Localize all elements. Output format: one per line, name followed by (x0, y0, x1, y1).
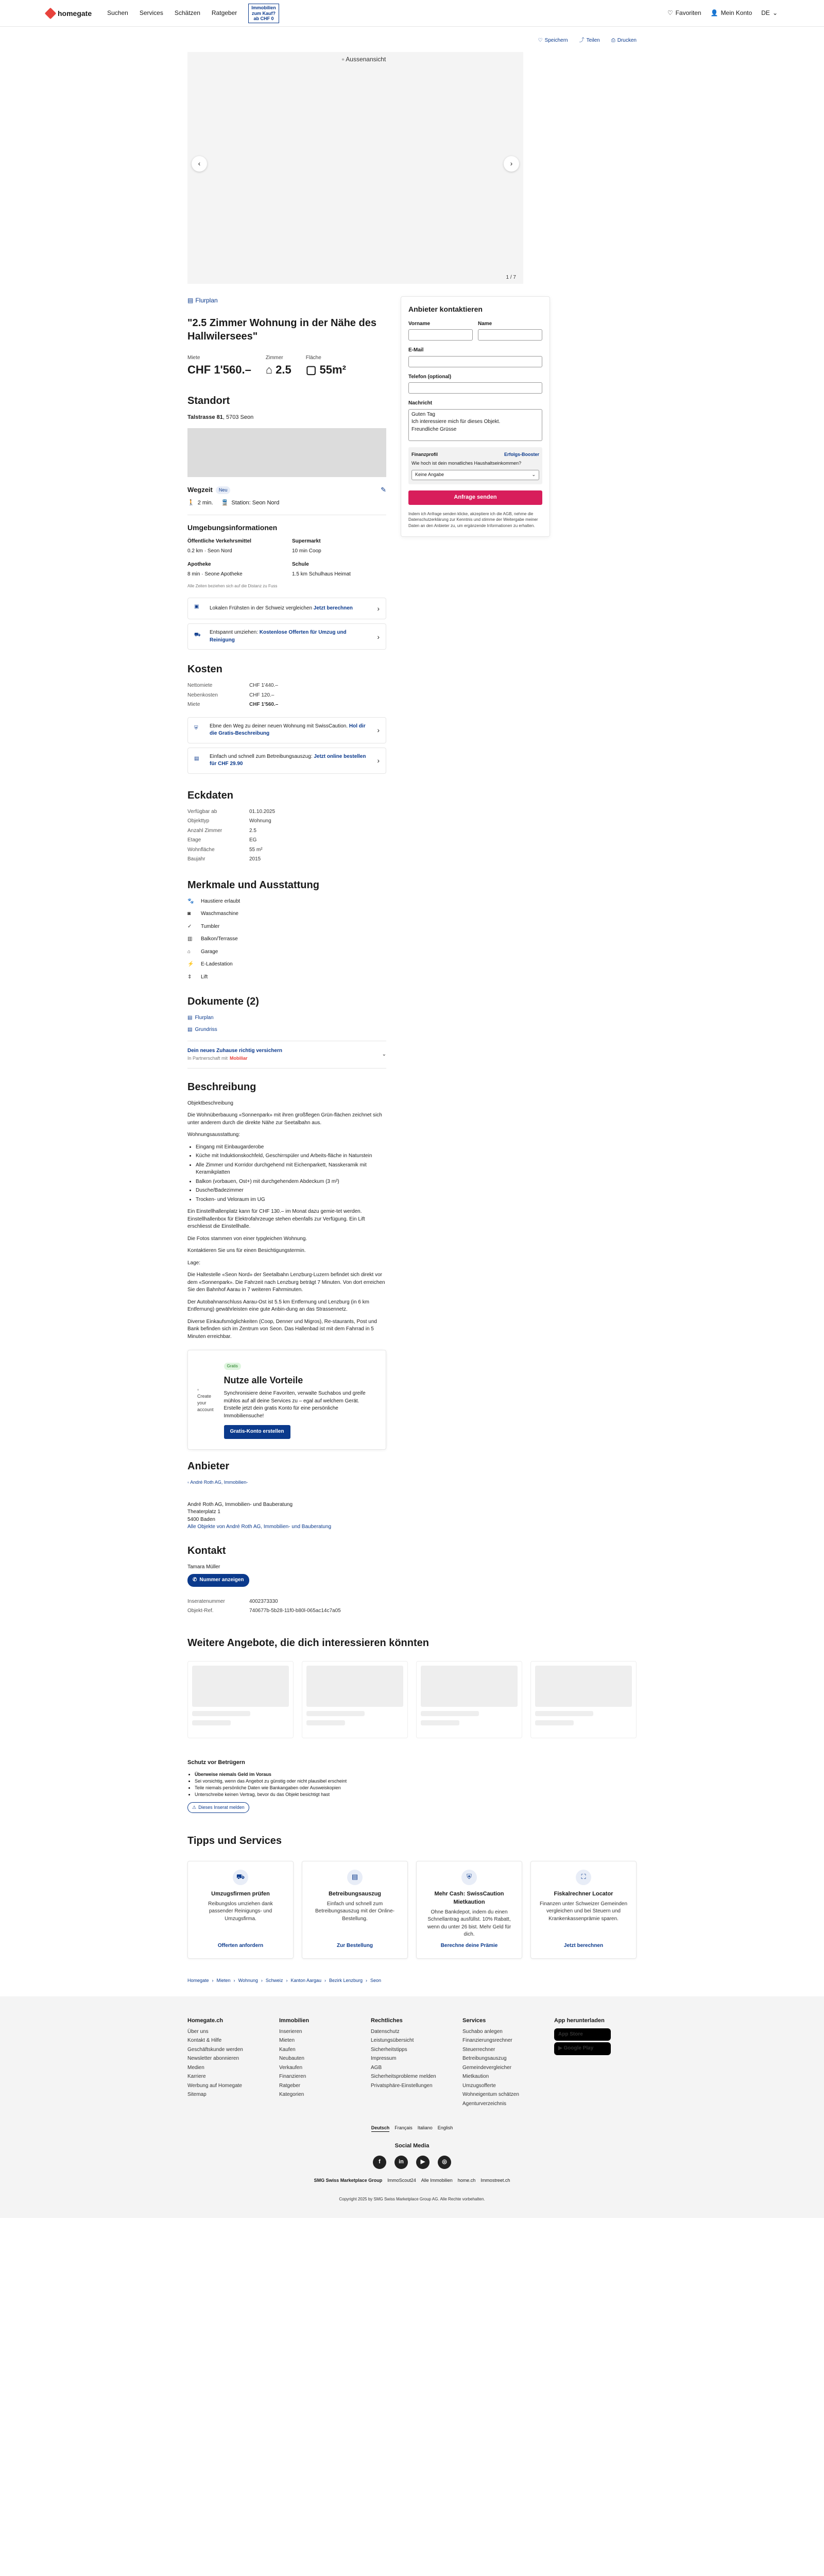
document-link[interactable]: ▤ Flurplan (187, 1014, 386, 1022)
youtube-icon[interactable]: ▶ (416, 2156, 430, 2169)
surrounding-item: Schule 1.5 km Schulhaus Heimat (292, 562, 351, 577)
play-icon: ▶ (558, 2045, 564, 2052)
facebook-icon[interactable]: f (373, 2156, 386, 2169)
logo-icon (45, 8, 57, 20)
provider-info: ▫ André Roth AG, Immobilien- André Roth AG, Immobilien- und Bauberatung Theaterplatz 1 5400 Baden Alle Objekte von André Roth AG, Immobilien- und Bauberatung (187, 1479, 386, 1531)
send-request-button[interactable]: Anfrage senden (408, 490, 542, 505)
language-switcher (0, 2125, 824, 2132)
heart-icon: ♡ (538, 38, 543, 43)
card-swisscaution[interactable]: ⛨ Ebne den Weg zu deiner neuen Wohnung mit SwissCaution. Hol dir die Gratis-Beschreibung › (187, 717, 386, 743)
contact-heading: Kontakt (187, 1545, 226, 1556)
location-map[interactable] (187, 428, 386, 477)
washing-machine-icon: ◙ (187, 911, 191, 917)
charging-icon: ⚡ (187, 961, 194, 968)
elevator-icon: ⇕ (187, 974, 192, 980)
keydata-heading: Eckdaten (187, 789, 233, 801)
calculator-icon: ▣ (194, 604, 199, 610)
rooms-icon: ⌂ (265, 363, 273, 377)
broken-image-icon: ▫ (342, 55, 345, 63)
contact-info: Tamara Müller ✆ Nummer anzeigen Inseratenummer 4002373330 Objekt-Ref. 740677b-5b28-11f0-b80l-065ac14c7a05 (187, 1564, 341, 1614)
features-list (187, 898, 386, 981)
favorites-link[interactable]: ♡ Favoriten (667, 9, 701, 18)
chevron-down-icon: ⌄ (531, 472, 536, 478)
broken-image-icon: ▫ (197, 1386, 199, 1392)
walk-icon: 🚶 (187, 500, 195, 506)
nav-item-suchen[interactable]: Suchen (107, 9, 128, 17)
new-badge: Neu (216, 486, 231, 494)
site-header (0, 0, 824, 27)
user-icon: 👤 (710, 9, 718, 17)
floorplan-link[interactable]: ▤ Flurplan (187, 296, 386, 305)
fact-rent: Miete CHF 1'560.– (187, 354, 251, 377)
email-input[interactable] (408, 356, 542, 367)
fraud-protection: Schutz vor Betrügern • Überweise niemals Geld im Voraus • Sei vorsichtig, wenn das Angebot zu günstig oder nicht plausibel erscheint • Teile niemals persönliche Daten wie Bankangaben oder Ausweiskopien • Unterschreibe keinen Vertrag, bevor du das Objekt besichtigt hast ⚠ Dieses Inserat melden (187, 1759, 637, 1813)
feature-item: ⇕ Lift (187, 974, 208, 980)
income-select[interactable]: Keine Angabe ⌄ (411, 470, 539, 480)
chevron-left-icon: ‹ (198, 159, 201, 168)
card-locator[interactable]: ▣ Lokalen Frühsten in der Schweiz vergleichen Jetzt berechnen › (187, 598, 386, 619)
pet-icon: 🐾 (187, 898, 194, 904)
phone-input[interactable] (408, 382, 542, 394)
chevron-down-icon: ⌄ (382, 1051, 386, 1057)
phone-icon: ✆ (193, 1577, 197, 1583)
contact-form: Anbieter kontaktieren Vorname Name E-Mail Telefon (optional) Nachricht Guten Tag Ich interessiere mich für dieses Objekt. Freundliche Grüsse Finanzprofil Erfolgs-Booster Wie hoch ist dein monatliches Haushaltseinkommen? Keine Angabe ⌄ Anfrage senden Indem ich Anfrage senden klicke, akzeptiere ich die AGB, nehme die Datenschutzerklärung zur Kenntnis und stimme der Weitergabe meiner Daten an den Anbieter zu, um ergänzende Informationen zu erhalten. (401, 296, 550, 537)
keydata-table: Verfügbar ab 01.10.2025 Objekttyp Wohnung Anzahl Zimmer 2.5 Etage EG Wohnfläche 55 m² Baujahr 2015 (187, 808, 276, 862)
nav-item-services[interactable]: Services (139, 9, 163, 17)
tip-link[interactable]: Jetzt berechnen (563, 1943, 604, 1949)
account-illustration: ▫ Create your account (197, 1386, 214, 1412)
feature-item: ⌂ Garage (187, 948, 218, 955)
feature-item: ⚡ E-Ladestation (187, 961, 233, 968)
benefits-promo: ▫ Create your account Gratis Nutze alle Vorteile Synchronisiere deine Favoriten, verwalte Suchabos und greife mühlos auf all deine Services zu – egal auf welchem Gerät. Erstelle jetzt dein gratis Konto für eine persönliche Immobiliensuche! Gratis-Konto erstellen (187, 1350, 386, 1449)
costs-heading: Kosten (187, 664, 222, 675)
fact-rooms: Zimmer ⌂ 2.5 (266, 354, 291, 378)
document-icon: ▤ (194, 756, 199, 762)
listing-actions (343, 27, 637, 52)
address: Talstrasse 81, 5703 Seon (187, 414, 254, 421)
heart-icon: ♡ (667, 9, 673, 17)
share-icon: ⤴ (579, 38, 585, 43)
provider-logo[interactable]: ▫ André Roth AG, Immobilien- (187, 1479, 248, 1485)
warning-icon: ⚠ (192, 1804, 197, 1810)
tips-services: Tipps und Services ⛟ Umzugsfirmen prüfen Reibungslos umziehen dank passender Reinigungs- und Umzugsfirma. Offerten anfordern ▤ Betreibungsauszug Einfach und schnell zum Betreibungsauszug mit der Online-Bestellung. Zur Bestellung ⛨ Mehr Cash: SwissCaution Mietkaution Ohne Bankdepot, indem du einen Schnellantrag ausfüllst. 10% Rabatt, wenn du unter 26 bist. Mehr Geld für dich. Berechne deine Prämie ⛶ Fiskalrechner Locator Finanzen unter Schweizer Gemeinden vergleichen und bei Steuern und Krankenkassenprämie sparen. Jetzt berechnen Homegate › Mieten › Wohnung › Schweiz › Kanton Aargau › Bezirk Lenzburg › Seon (187, 1834, 637, 1984)
linkedin-icon[interactable]: in (394, 2156, 408, 2169)
breadcrumb-item[interactable]: Seon (370, 1977, 382, 1983)
mobiliar-logo: Mobiliar (230, 1055, 248, 1061)
promo-badge[interactable]: Immobilien zum Kauf? ab CHF 0 (248, 4, 279, 23)
lang-fr[interactable]: Français (394, 2125, 413, 2131)
chevron-right-icon: › (377, 632, 380, 641)
main-nav (107, 4, 279, 23)
social-heading: Social Media (394, 2143, 430, 2149)
commute-info: 🚶 2 min. 🚆 Station: Seon Nord (187, 499, 386, 507)
chevron-down-icon: ⌄ (772, 9, 778, 17)
tip-link[interactable]: Berechne deine Prämie (440, 1943, 498, 1949)
offer-skeleton (302, 1661, 408, 1738)
documents-heading: Dokumente (2) (187, 996, 259, 1008)
offer-skeleton (416, 1661, 522, 1738)
gallery-prev-button[interactable] (192, 156, 207, 172)
map-icon: ⛶ (576, 1870, 591, 1885)
tip-card: ⛶ Fiskalrechner Locator Finanzen unter Schweizer Gemeinden vergleichen und bei Steuern und Krankenkassenprämie sparen. Jetzt berechnen (530, 1861, 637, 1959)
document-icon: ▤ (187, 1015, 193, 1021)
surrounding-item: Apotheke 8 min · Seone Apotheke (187, 562, 243, 577)
chevron-right-icon: › (377, 604, 380, 613)
surrounding-item: Öffentliche Verkehrsmittel 0.2 km · Seon Nord (187, 538, 251, 554)
finance-profile: Finanzprofil Erfolgs-Booster Wie hoch ist dein monatliches Haushaltseinkommen? Keine Angabe ⌄ (408, 447, 542, 484)
description-heading: Beschreibung (187, 1081, 256, 1093)
breadcrumb-item[interactable]: Schweiz (265, 1977, 283, 1983)
copyright: Copyright 2025 by SMG Swiss Marketplace Group AG. Alle Rechte vorbehalten. (339, 2197, 485, 2202)
breadcrumb-item[interactable]: Mieten (216, 1977, 231, 1983)
first-name-input[interactable] (408, 329, 473, 341)
breadcrumb-item[interactable]: Homegate (187, 1977, 209, 1983)
area-icon: ▢ (305, 363, 317, 377)
offer-skeleton (187, 1661, 294, 1738)
gallery-image: ▫ Aussenansicht (342, 55, 386, 64)
feature-item: 🐾 Haustiere erlaubt (187, 898, 241, 904)
edit-icon[interactable]: ✎ (381, 486, 386, 494)
garage-icon: ⌂ (187, 948, 191, 955)
image-gallery[interactable] (187, 52, 523, 284)
key-facts (187, 354, 386, 378)
truck-icon: ⛟ (233, 1870, 248, 1885)
costs-table: Nettomiete CHF 1'440.– Nebenkosten CHF 120.– Miete CHF 1'560.– (187, 683, 279, 708)
commute-row (187, 485, 386, 495)
booster-link[interactable]: Erfolgs-Booster (504, 451, 539, 457)
balcony-icon: ▥ (187, 936, 193, 942)
footer-col: Immobilien Inserieren Mieten Kaufen Neubauten Verkaufen Finanzieren Ratgeber Kategorien (279, 2017, 310, 2098)
brand-logo[interactable]: homegate (46, 8, 92, 19)
gallery-next-button[interactable] (504, 156, 519, 172)
footer-col: Homegate.ch Über uns Kontakt & Hilfe Geschäftskunde werden Newsletter abonnieren Medien Karriere Werbung auf Homegate Sitemap (187, 2017, 243, 2098)
feature-item: ✓ Tumbler (187, 923, 220, 929)
tip-card: ▤ Betreibungsauszug Einfach und schnell zum Betreibungsauszug mit der Online-Bestellung. Zur Bestellung (302, 1861, 408, 1959)
tip-link[interactable]: Zur Bestellung (336, 1943, 373, 1949)
feature-item: ◙ Waschmaschine (187, 911, 238, 917)
listing-title: "2.5 Zimmer Wohnung in der Nähe des Hallwilersees" (187, 317, 376, 342)
document-icon: ▤ (187, 296, 194, 304)
tip-card: ⛨ Mehr Cash: SwissCaution Mietkaution Ohne Bankdepot, indem du einen Schnellantrag ausfüllst. 10% Rabatt, wenn du unter 26 bist. Mehr Geld für dich. Berechne deine Prämie (416, 1861, 522, 1959)
lang-it[interactable]: Italiano (417, 2125, 433, 2131)
breadcrumb-item[interactable]: Wohnung (238, 1977, 258, 1983)
train-icon: 🚆 (221, 500, 229, 506)
dryer-icon: ✓ (187, 923, 192, 929)
chevron-right-icon: › (510, 159, 513, 168)
breadcrumb-item[interactable]: Bezirk Lenzburg (329, 1977, 363, 1983)
provider-listings-link[interactable]: Alle Objekte von André Roth AG, Immobilien- und Bauberatung (187, 1524, 332, 1530)
print-icon: ⎙ (611, 38, 615, 43)
surroundings-note: Alle Zeiten beziehen sich auf die Distanz zu Fuss (187, 584, 278, 589)
share-button[interactable]: ⤴ Teilen (579, 37, 600, 45)
shield-icon: ⛨ (461, 1870, 477, 1885)
app-store-badge[interactable]: App Store (554, 2028, 611, 2041)
social-links (0, 2156, 824, 2169)
surroundings-grid (187, 538, 386, 578)
surroundings-heading: Umgebungsinformationen (187, 523, 278, 532)
provider-heading: Anbieter (187, 1460, 230, 1472)
document-link[interactable]: ▤ Grundriss (187, 1026, 386, 1034)
surrounding-item: Supermarkt 10 min Coop (292, 538, 321, 554)
language-select[interactable]: DE ⌄ (761, 9, 778, 18)
site-footer (0, 1996, 824, 2218)
description-body: Objektbeschreibung Die Wohnüberbauung «Sonnenpark» mit ihren großflegen Grün-flächen zeichnet sich unter anderem durch die direkte Nähe zur Seetalbahn aus. Wohnungsausstattung: • Eingang mit Einbaugarderobe • Küche mit Induktionskochfeld, Geschirrspüler und Arbeits-fläche in Naturstein • Alle Zimmer und Korridor durchgehend mit Eichenparkett, Nasskeramik mit Keramikplatten • Balkon (vorbauen, Ost+) mit durchgehendem Abdeckum (3 m²) • Dusche/Badezimmer • Trocken- und Veloraum im UG Ein Einstellhallenplatz kann für CHF 130.– im Monat dazu gemie-tet werden. Einstellhallenbox für Elektrofahrzeuge stehen ebenfalls zur Verfügung. Ein Lift erschliesst die Einstellhalle. Die Fotos stammen von einer typgleichen Wohnung. Kontaktieren Sie uns für einen Besichtigungstermin. Lage: Die Haltestelle «Seon Nord» der Seetalbahn Lenzburg-Luzern befindet sich direkt vor dem «Sonnenpark». Die Fahrzeit nach Lenzburg beträgt 7 Minuten. Von dort erreichen Sie den Bahnhof Aarau in 7 weiteren Fahrminuten. Der Autobahnanschluss Aarau-Ost ist 5.5 km Entfernung und Lenzburg (in 6 km Entfernung) gewährleisten eine gute Anbin-dung an das Strassennetz. Diverse Einkaufsmöglichkeiten (Coop, Denner und Migros), Re-staurants, Post und Bank befinden sich im Zentrum von Seon. Das Hallenbad ist mit dem Fahrrad in 5 Minuten erreichbar. (187, 1100, 386, 1341)
lang-de[interactable]: Deutsch (371, 2125, 390, 2132)
features-heading: Merkmale und Ausstattung (187, 879, 319, 891)
shield-icon: ⛨ (194, 725, 198, 732)
offer-skeleton (530, 1661, 637, 1738)
show-number-button[interactable]: ✆ Nummer anzeigen (187, 1574, 249, 1587)
report-listing-button[interactable]: ⚠ Dieses Inserat melden (187, 1802, 249, 1813)
tip-card: ⛟ Umzugsfirmen prüfen Reibungslos umziehen dank passender Reinigungs- und Umzugsfirma. Offerten anfordern (187, 1861, 294, 1959)
chevron-right-icon: › (377, 726, 380, 735)
lang-en[interactable]: English (437, 2125, 453, 2131)
commute-heading: Wegzeit (187, 486, 213, 494)
instagram-icon[interactable]: ◎ (438, 2156, 451, 2169)
legal-notice: Indem ich Anfrage senden klicke, akzeptiere ich die AGB, nehme die Datenschutzerklärung zur Kenntnis und stimme der Weitergabe meiner Daten an den Anbieter zu, um ergänzende Informationen zu erhalten. (408, 511, 538, 529)
nav-item-schaetzen[interactable]: Schätzen (174, 9, 200, 17)
footer-col: Rechtliches Datenschutz Leistungsübersicht Sicherheitstipps Impressum AGB Sicherheitsprobleme melden Privatsphäre-Einstellungen (371, 2017, 436, 2089)
footer-col: Services Suchabo anlegen Finanzierungsrechner Steuerrechner Betreibungsauszug Gemeindevergleicher Mietkaution Umzugsofferte Wohneigentum schätzen Agenturverzeichnis (462, 2017, 519, 2107)
listing-main (187, 296, 386, 1615)
document-icon: ▤ (347, 1870, 363, 1885)
chevron-right-icon: › (377, 756, 380, 765)
broken-image-icon: ▫ (187, 1479, 190, 1485)
feature-item: ▥ Balkon/Terrasse (187, 936, 238, 942)
card-moving[interactable]: ⛟ Entspannt umziehen: Kostenlose Offerten für Umzug und Reinigung › (187, 623, 386, 650)
free-badge: Gratis (224, 1363, 241, 1370)
print-button[interactable]: ⎙ Drucken (611, 37, 637, 45)
fact-area: Fläche ▢ 55m² (306, 354, 346, 378)
more-offers: Weitere Angebote, die dich interessieren könnten (187, 1636, 637, 1738)
truck-icon: ⛟ (194, 632, 201, 638)
gallery-counter: 1 / 7 (506, 275, 516, 280)
footer-col: App herunterladen App Store ▶ Google Play (554, 2017, 637, 2109)
save-button[interactable]: ♡ Speichern (538, 37, 568, 45)
group-links: SMG Swiss Marketplace Group ImmoScout24 Alle Immobilien home.ch Immostreet.ch (314, 2178, 510, 2183)
last-name-input[interactable] (478, 329, 542, 341)
document-icon: ▤ (187, 1026, 193, 1032)
contact-sidebar (401, 296, 550, 1615)
card-debt-extract[interactable]: ▤ Einfach und schnell zum Betreibungsauszug: Jetzt online bestellen für CHF 29.90 › (187, 748, 386, 774)
tip-link[interactable]: Offerten anfordern (217, 1943, 264, 1949)
google-play-badge[interactable]: ▶ Google Play (554, 2042, 611, 2055)
breadcrumb-item[interactable]: Kanton Aargau (290, 1977, 321, 1983)
message-textarea[interactable]: Guten Tag Ich interessiere mich für dieses Objekt. Freundliche Grüsse (408, 409, 542, 441)
create-account-button[interactable]: Gratis-Konto erstellen (224, 1425, 290, 1439)
account-link[interactable]: 👤 Mein Konto (711, 9, 752, 18)
nav-item-ratgeber[interactable]: Ratgeber (211, 9, 237, 17)
insurance-accordion[interactable]: Dein neues Zuhause richtig versichern In Partnerschaft mit Mobiliar ⌄ (187, 1041, 386, 1069)
breadcrumb: Homegate › Mieten › Wohnung › Schweiz › Kanton Aargau › Bezirk Lenzburg › Seon (187, 1977, 637, 1984)
location-heading: Standort (187, 395, 230, 407)
